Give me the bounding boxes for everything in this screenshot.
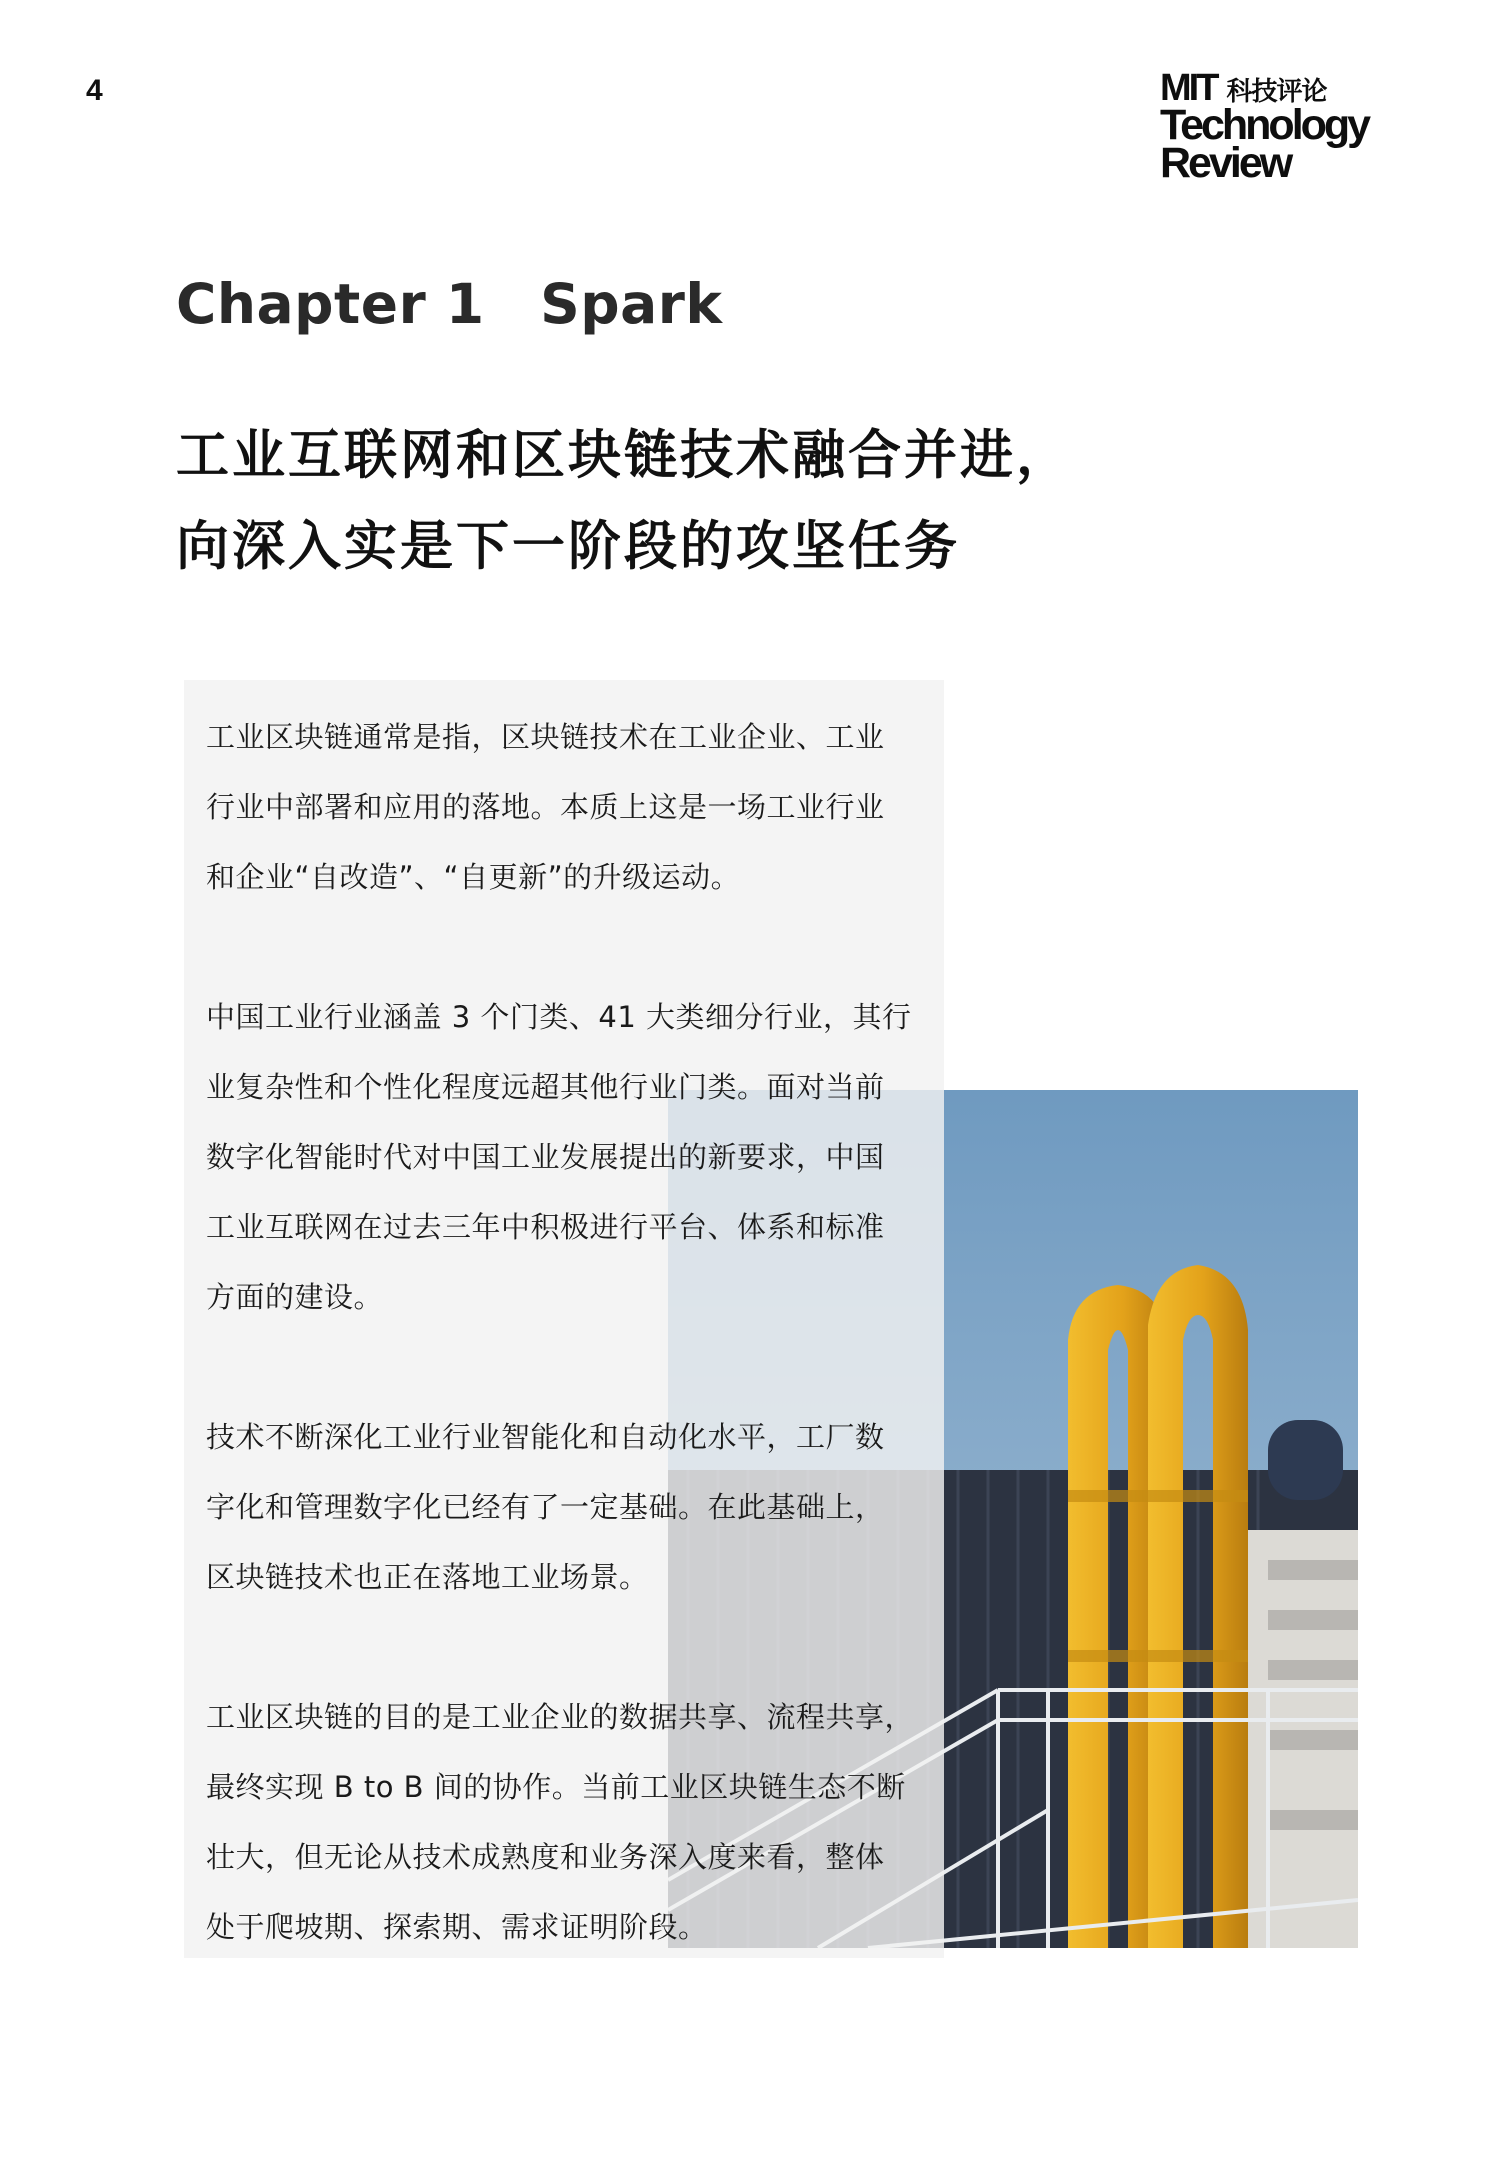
headline-line-1: 工业互联网和区块链技术融合并进， <box>176 425 1072 486</box>
paragraph-line: 中国工业行业涵盖 3 个门类、41 大类细分行业，其行 <box>206 1000 912 1034</box>
logo-chinese: 科技评论 <box>1226 77 1327 107</box>
body-text-panel <box>184 680 944 1958</box>
paragraph-line: 最终实现 B to B 间的协作。当前工业区块链生态不断 <box>206 1770 906 1804</box>
page-number: 4 <box>86 74 103 107</box>
paragraph-line: 工业区块链通常是指，区块链技术在工业企业、工业 <box>206 720 885 754</box>
headline-line-2: 向深入实是下一阶段的攻坚任务 <box>176 516 960 577</box>
paragraph-line: 字化和管理数字化已经有了一定基础。在此基础上， <box>206 1490 885 1524</box>
paragraph-line: 工业互联网在过去三年中积极进行平台、体系和标准 <box>206 1210 885 1244</box>
paragraph-line: 工业区块链的目的是工业企业的数据共享、流程共享， <box>206 1700 915 1734</box>
logo-mit: MIT <box>1160 67 1217 109</box>
logo-review: Review <box>1160 139 1291 187</box>
chapter-title: Chapter 1 Spark <box>176 272 723 336</box>
paragraph-2 <box>184 982 944 1332</box>
paragraph-line: 行业中部署和应用的落地。本质上这是一场工业行业 <box>206 790 885 824</box>
paragraph-line: 区块链技术也正在落地工业场景。 <box>206 1560 649 1594</box>
paragraph-line: 处于爬坡期、探索期、需求证明阶段。 <box>206 1910 708 1944</box>
paragraph-line: 壮大，但无论从技术成熟度和业务深入度来看，整体 <box>206 1840 885 1874</box>
paragraph-line: 业复杂性和个性化程度远超其他行业门类。面对当前 <box>206 1070 885 1104</box>
paragraph-line: 方面的建设。 <box>206 1280 384 1314</box>
headline <box>176 410 1176 592</box>
paragraph-1 <box>184 702 944 912</box>
mit-technology-review-logo <box>1160 67 1369 187</box>
paragraph-line: 和企业“自改造”、“自更新”的升级运动。 <box>206 860 741 894</box>
paragraph-4 <box>184 1682 944 1962</box>
paragraph-line: 技术不断深化工业行业智能化和自动化水平，工厂数 <box>206 1420 885 1454</box>
paragraph-line: 数字化智能时代对中国工业发展提出的新要求，中国 <box>206 1140 885 1174</box>
logo-technology: Technology <box>1160 101 1369 149</box>
paragraph-3 <box>184 1402 944 1612</box>
